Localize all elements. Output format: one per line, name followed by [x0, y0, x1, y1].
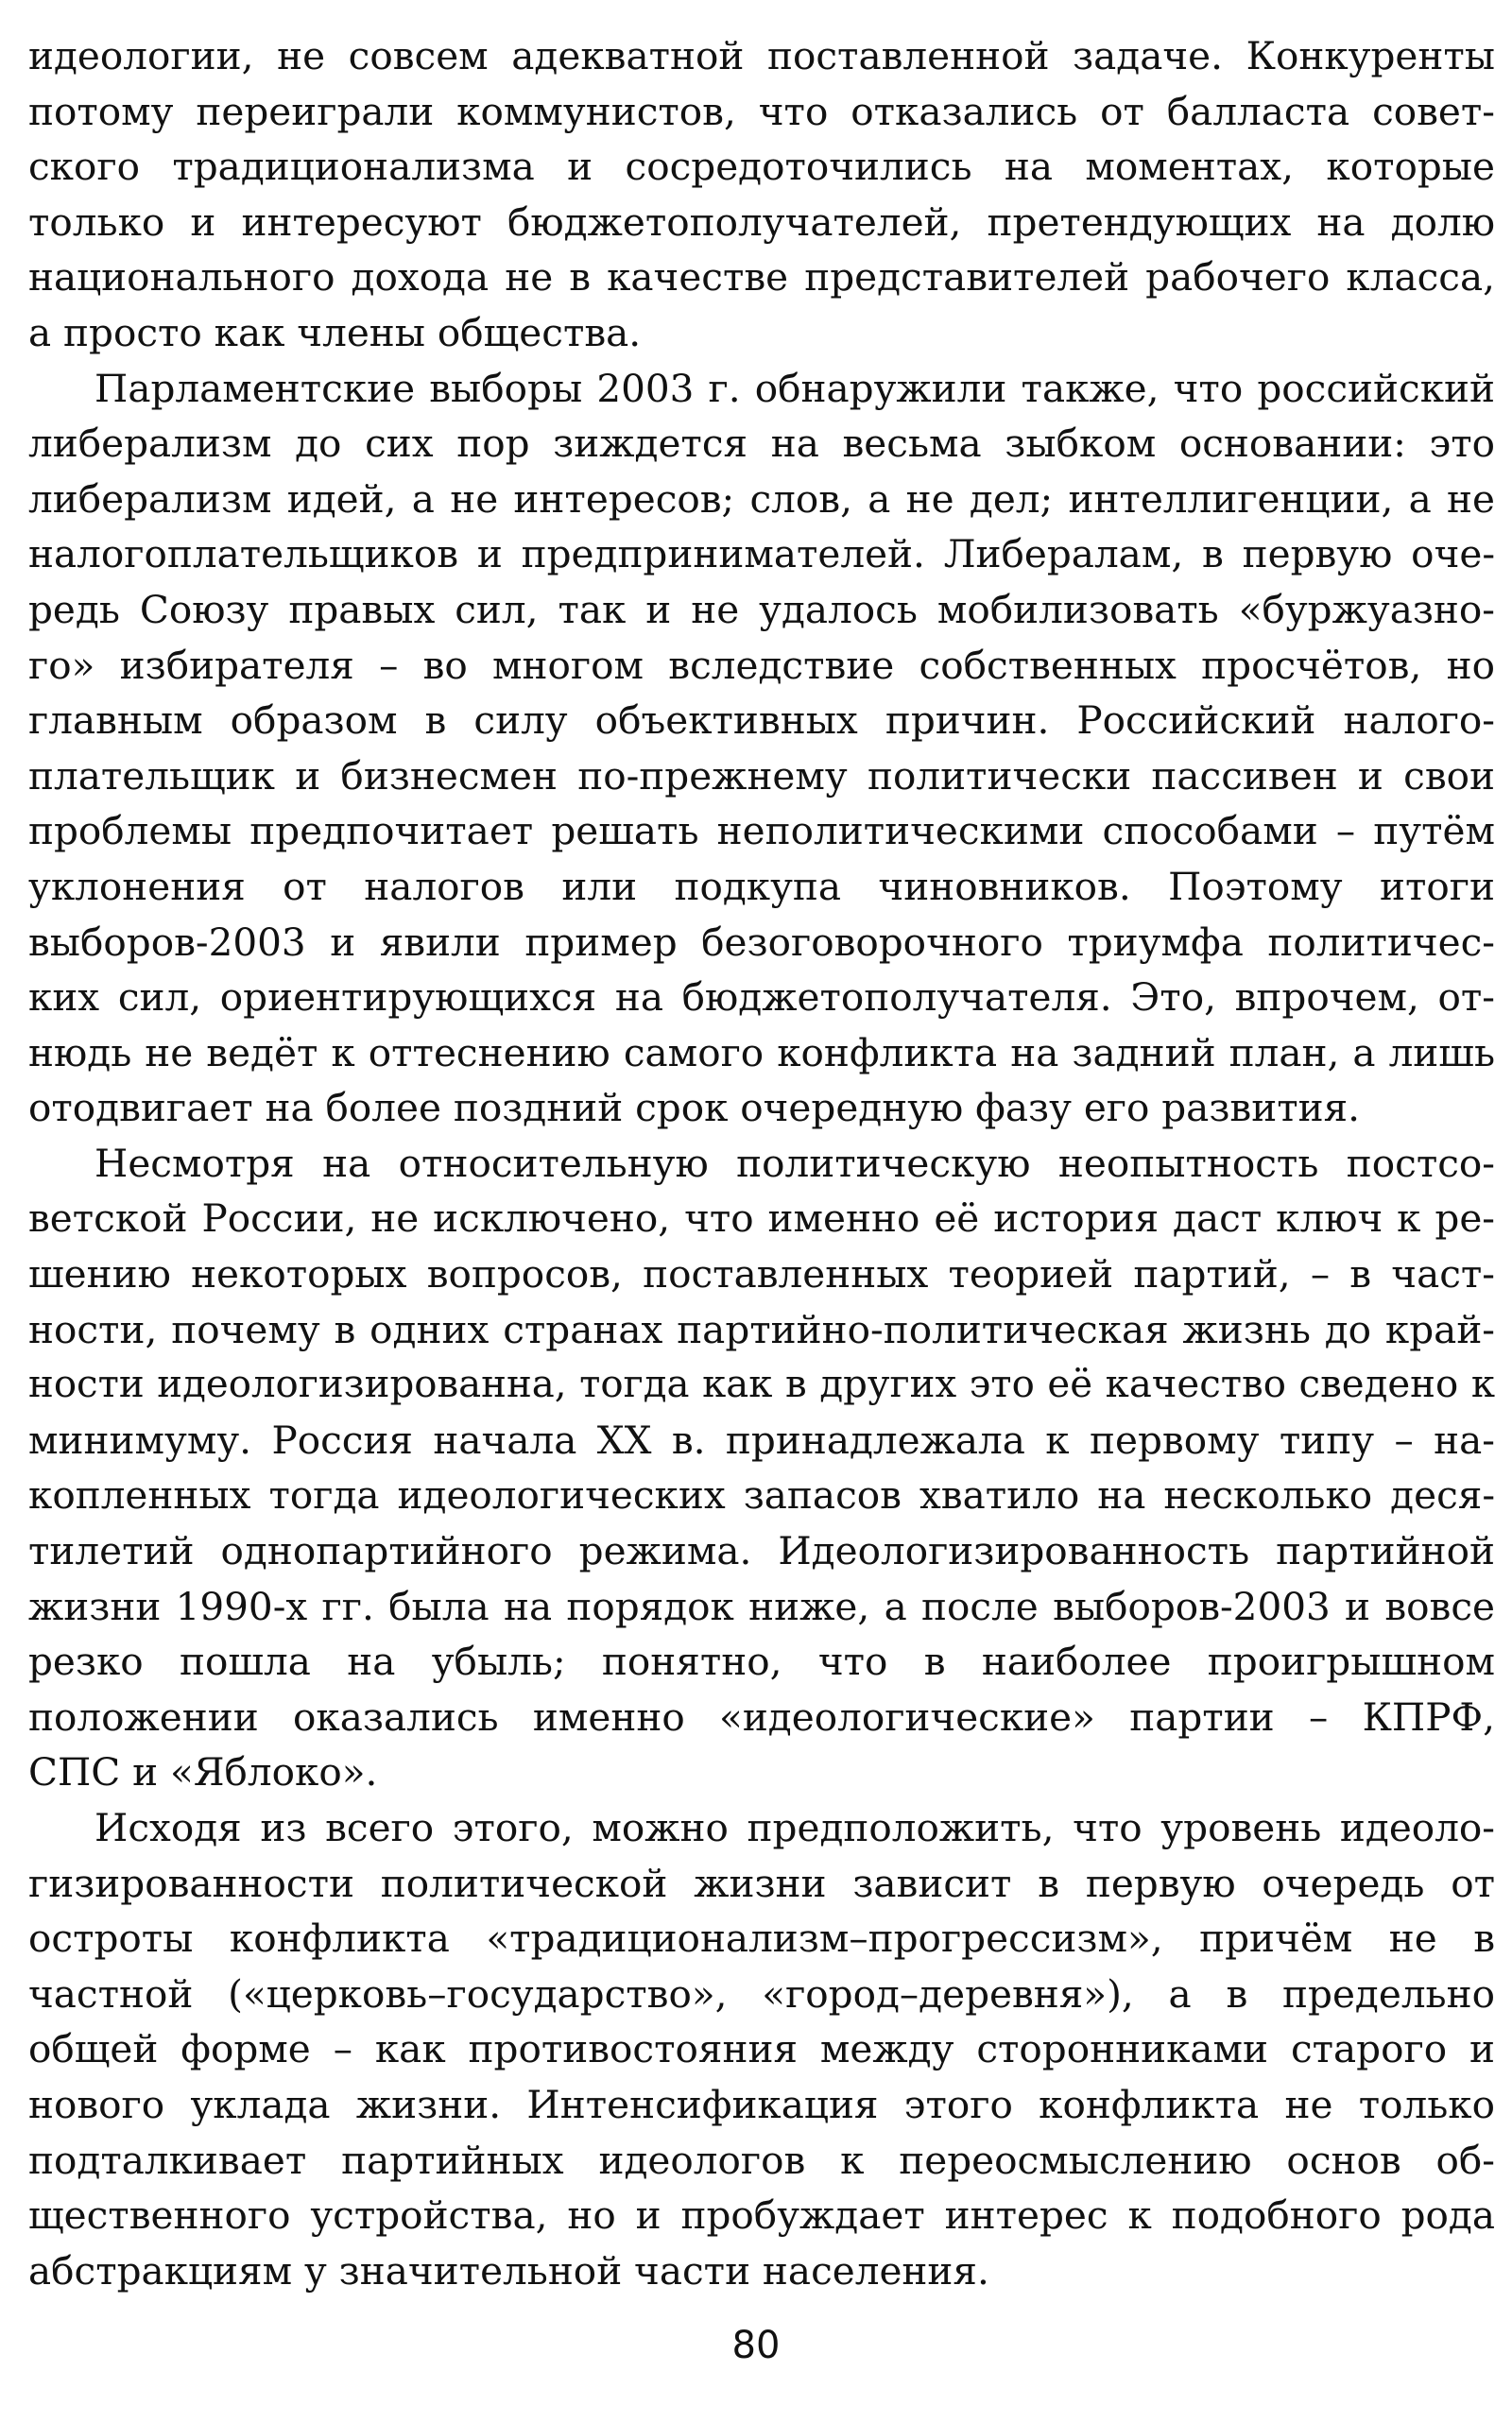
text-line: отодвигает на более поздний срок очередную фазу его развития. [28, 1085, 1361, 1131]
text-line: шению некоторых вопросов, поставленных теорией партий, – в част- [28, 1251, 1495, 1297]
body-text [28, 28, 1495, 2298]
text-line: потому переиграли коммунистов, что отказались от балласта совет- [28, 88, 1495, 134]
paragraph [28, 1136, 1495, 1800]
text-line: ких сил, ориентирующихся на бюджетополучателя. Это, впрочем, от- [28, 974, 1495, 1021]
paragraph [28, 1800, 1495, 2298]
text-line: СПС и «Яблоко». [28, 1749, 378, 1796]
text-line: копленных тогда идеологических запасов хватило на несколько деся- [28, 1472, 1495, 1519]
text-line: нюдь не ведёт к оттеснению самого конфликта на задний план, а лишь [28, 1029, 1495, 1075]
text-line: жизни 1990-х гг. была на порядок ниже, а после выборов-2003 и вовсе [28, 1583, 1495, 1629]
text-line: ского традиционализма и сосредоточились на моментах, которые [28, 144, 1495, 190]
text-line: подталкивает партийных идеологов к переосмыслению основ об- [28, 2137, 1495, 2183]
text-line: гизированности политической жизни зависит в первую очередь от [28, 1860, 1495, 1906]
text-line: частной («церковь–государство», «город–деревня»), а в предельно [28, 1970, 1495, 2017]
page-number: 80 [731, 2324, 781, 2367]
text-line: идеологии, не совсем адекватной поставленной задаче. Конкуренты [28, 33, 1495, 78]
text-line: плательщик и бизнесмен по-прежнему политически пассивен и свои [28, 752, 1495, 799]
text-line: положении оказались именно «идеологические» партии – КПРФ, [28, 1693, 1495, 1740]
text-line: либерализм идей, а не интересов; слов, а не дел; интеллигенции, а не [28, 475, 1495, 522]
text-line: ности идеологизированна, тогда как в других это её качество сведено к [28, 1363, 1495, 1407]
text-line: го» избирателя – во многом вследствие собственных просчётов, но [28, 642, 1495, 688]
text-line: только и интересуют бюджетополучателей, претендующих на долю [28, 198, 1495, 245]
text-line: Несмотря на относительную политическую неопытность постсо- [94, 1140, 1495, 1186]
text-line: выборов-2003 и явили пример безоговорочного триумфа политичес- [28, 919, 1495, 965]
text-line: ветской России, не исключено, что именно её история даст ключ к ре- [28, 1195, 1495, 1242]
text-line: тилетий однопартийного режима. Идеологизированность партийной [28, 1528, 1495, 1574]
text-line: национального дохода не в качестве представителей рабочего класса, [28, 254, 1495, 301]
text-line: остроты конфликта «традиционализм–прогрессизм», причём не в [28, 1916, 1495, 1962]
text-line: абстракциям у значительной части населения. [28, 2247, 989, 2294]
text-line: Исходя из всего этого, можно предположить, что уровень идеоло- [94, 1805, 1495, 1850]
paragraph [28, 28, 1495, 361]
text-line: либерализм до сих пор зиждется на весьма зыбком основании: это [28, 421, 1495, 467]
text-line: щественного устройства, но и пробуждает интерес к подобного рода [28, 2192, 1495, 2239]
text-line: общей форме – как противостояния между сторонниками старого и [28, 2026, 1495, 2072]
text-line: главным образом в силу объективных причин. Российский налого- [28, 697, 1495, 744]
text-line: уклонения от налогов или подкупа чиновников. Поэтому итоги [28, 863, 1495, 909]
text-line: проблемы предпочитает решать неполитическими способами – путём [28, 808, 1495, 854]
text-line: нового уклада жизни. Интенсификация этого конфликта не только [28, 2081, 1495, 2127]
text-line: ности, почему в одних странах партийно-политическая жизнь до край- [28, 1306, 1495, 1352]
text-line: резко пошла на убыль; понятно, что в наиболее проигрышном [28, 1639, 1495, 1685]
text-line: минимуму. Россия начала XX в. принадлежала к первому типу – на- [28, 1417, 1495, 1463]
text-line: редь Союзу правых сил, так и не удалось мобилизовать «буржуазно- [28, 586, 1495, 632]
paragraph [28, 361, 1495, 1136]
text-line: а просто как члены общества. [28, 309, 642, 355]
text-line: налогоплательщиков и предпринимателей. Либералам, в первую оче- [28, 531, 1495, 577]
text-line: Парламентские выборы 2003 г. обнаружили также, что российский [94, 365, 1495, 411]
